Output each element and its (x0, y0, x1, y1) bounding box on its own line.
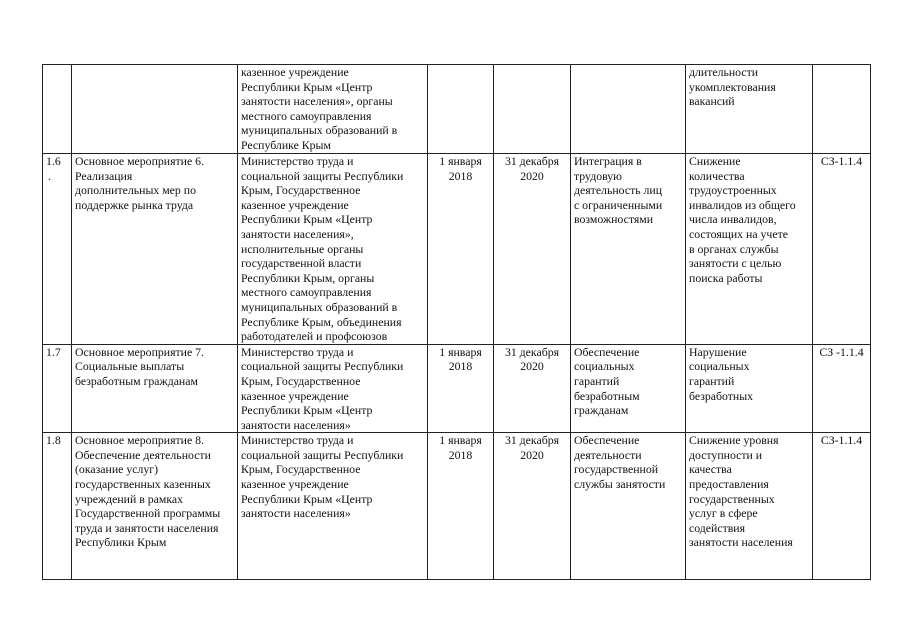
table-row (43, 65, 871, 154)
expected-result-line: деятельности (574, 447, 642, 462)
expected-result-line: гражданам (574, 403, 629, 418)
indicator-code-cell (813, 154, 871, 345)
end-date-line: 31 декабря (504, 344, 560, 359)
program-activities-table (42, 64, 871, 580)
non-implementation-consequence-line: социальных (689, 359, 750, 374)
non-implementation-consequence-line: гарантий (689, 373, 735, 388)
activity-name-line: безработным гражданам (75, 373, 198, 388)
indicator-code: СЗ-1.1.4 (820, 154, 863, 168)
expected-result-cell (571, 154, 686, 345)
non-implementation-consequence-line: числа инвалидов, (689, 212, 777, 227)
responsible-executor-cell (238, 65, 428, 154)
responsible-executor-line: занятости населения» (241, 506, 351, 521)
responsible-executor-line: Республики Крым, органы (241, 270, 375, 285)
activity-name-line: труда и занятости населения (75, 520, 219, 535)
start-date-line: 2018 (448, 168, 473, 183)
non-implementation-consequence-line: трудоустроенных (689, 183, 777, 198)
responsible-executor-line: казенное учреждение (241, 197, 349, 212)
responsible-executor-line: социальной защиты Республики (241, 168, 404, 183)
expected-result-line: гарантий (574, 373, 620, 388)
responsible-executor-line: местного самоуправления (241, 108, 372, 123)
start-date-line: 1 января (439, 154, 482, 168)
indicator-code: СЗ-1.1.4 (820, 433, 863, 448)
non-implementation-consequence-line: инвалидов из общего (689, 197, 796, 212)
responsible-executor-line: Крым, Государственное (241, 183, 361, 198)
responsible-executor-line: Министерство труда и (241, 433, 354, 448)
responsible-executor-cell (238, 154, 428, 345)
expected-result-line: с ограниченными (574, 197, 663, 212)
responsible-executor-line: Республике Крым, объединения (241, 314, 402, 329)
activity-name-line: Основное мероприятие 8. (75, 433, 205, 448)
activity-name-line: Республики Крым (75, 535, 167, 550)
expected-result-line: Обеспечение (574, 433, 640, 448)
activity-name-line: Реализация (75, 168, 133, 183)
end-date-line: 31 декабря (504, 433, 560, 448)
non-implementation-consequence-line: длительности (689, 65, 759, 79)
responsible-executor-line: Министерство труда и (241, 154, 354, 168)
responsible-executor-line: Министерство труда и (241, 344, 354, 359)
expected-result-line: трудовую (574, 168, 622, 183)
responsible-executor-line: социальной защиты Республики (241, 447, 404, 462)
responsible-executor-line: Республике Крым (241, 137, 331, 152)
non-implementation-consequence-line: Снижение (689, 154, 741, 168)
table-row (43, 154, 871, 345)
non-implementation-consequence-line: вакансий (689, 94, 735, 109)
row-number-cell (43, 433, 72, 580)
responsible-executor-line: Крым, Государственное (241, 462, 361, 477)
non-implementation-consequence-line: Снижение уровня (689, 433, 779, 448)
non-implementation-consequence-line: содействия (689, 520, 746, 535)
non-implementation-consequence-cell (686, 433, 813, 580)
responsible-executor-line: Республики Крым «Центр (241, 212, 373, 227)
responsible-executor-cell (238, 433, 428, 580)
non-implementation-consequence-cell (686, 65, 813, 154)
non-implementation-consequence-line: занятости с целью (689, 256, 782, 271)
non-implementation-consequence-line: состоящих на учете (689, 226, 788, 241)
non-implementation-consequence-line: количества (689, 168, 745, 183)
end-date-line: 2020 (520, 168, 544, 183)
end-date-line: 31 декабря (504, 154, 560, 168)
row-number-cell (43, 154, 72, 345)
non-implementation-consequence-line: укомплектования (689, 79, 776, 94)
responsible-executor-line: Республики Крым «Центр (241, 403, 373, 418)
activity-name-line: дополнительных мер по (75, 183, 196, 198)
end-date-line: 2020 (520, 359, 544, 374)
indicator-code: СЗ -1.1.4 (819, 344, 864, 359)
responsible-executor-line: казенное учреждение (241, 65, 349, 79)
end-date-cell (494, 65, 571, 154)
activity-name-line: учреждений в рамках (75, 491, 184, 506)
expected-result-line: безработным (574, 388, 640, 403)
responsible-executor-line: социальной защиты Республики (241, 359, 404, 374)
responsible-executor-line: муниципальных образований в (241, 123, 398, 138)
activity-name-line: государственных казенных (75, 477, 211, 492)
responsible-executor-line: Республики Крым «Центр (241, 491, 373, 506)
start-date-line: 1 января (439, 433, 482, 448)
responsible-executor-line: работодателей и профсоюзов (241, 329, 388, 344)
end-date-cell (494, 344, 571, 433)
end-date-cell (494, 154, 571, 345)
expected-result-line: Обеспечение (574, 344, 640, 359)
end-date-cell (494, 433, 571, 580)
responsible-executor-line: занятости населения», (241, 226, 354, 241)
row-number-cell (43, 65, 72, 154)
activity-name-line: Основное мероприятие 6. (75, 154, 205, 168)
activity-name-line: Обеспечение деятельности (75, 447, 211, 462)
non-implementation-consequence-line: качества (689, 462, 732, 477)
responsible-executor-line: муниципальных образований в (241, 299, 398, 314)
non-implementation-consequence-cell (686, 154, 813, 345)
expected-result-line: службы занятости (574, 477, 666, 492)
row-number-cell (43, 344, 72, 433)
responsible-executor-line: Республики Крым «Центр (241, 79, 373, 94)
activity-name-cell (72, 154, 238, 345)
activity-name-line: Основное мероприятие 7. (75, 344, 205, 359)
responsible-executor-line: казенное учреждение (241, 388, 349, 403)
responsible-executor-line: Крым, Государственное (241, 373, 361, 388)
expected-result-line: деятельность лиц (574, 183, 663, 198)
non-implementation-consequence-line: доступности и (689, 447, 763, 462)
expected-result-cell (571, 65, 686, 154)
start-date-cell (428, 433, 494, 580)
row-number-mark: . (48, 168, 51, 183)
start-date-cell (428, 65, 494, 154)
row-number: 1.6 (46, 154, 61, 168)
non-implementation-consequence-line: в органах службы (689, 241, 779, 256)
responsible-executor-line: занятости населения» (241, 417, 351, 432)
expected-result-line: социальных (574, 359, 635, 374)
non-implementation-consequence-line: предоставления (689, 477, 769, 492)
expected-result-cell (571, 433, 686, 580)
expected-result-line: государственной (574, 462, 659, 477)
activity-name-cell (72, 344, 238, 433)
indicator-code-cell (813, 344, 871, 433)
row-number: 1.8 (46, 433, 61, 448)
non-implementation-consequence-cell (686, 344, 813, 433)
row-number: 1.7 (46, 344, 61, 359)
responsible-executor-line: исполнительные органы (241, 241, 364, 256)
indicator-code-cell (813, 65, 871, 154)
expected-result-line: Интеграция в (574, 154, 642, 168)
indicator-code-cell (813, 433, 871, 580)
activity-name-line: Государственной программы (75, 506, 221, 521)
start-date-line: 2018 (448, 359, 473, 374)
start-date-cell (428, 344, 494, 433)
non-implementation-consequence-line: занятости населения (689, 535, 793, 550)
responsible-executor-line: местного самоуправления (241, 285, 372, 300)
start-date-line: 1 января (439, 344, 482, 359)
activity-name-line: (оказание услуг) (75, 462, 159, 477)
end-date-line: 2020 (520, 447, 544, 462)
expected-result-cell (571, 344, 686, 433)
non-implementation-consequence-line: услуг в сфере (689, 506, 758, 521)
start-date-cell (428, 154, 494, 345)
non-implementation-consequence-line: Нарушение (689, 344, 747, 359)
start-date-line: 2018 (448, 447, 473, 462)
table-row (43, 344, 871, 433)
activity-name-line: поддержке рынка труда (75, 197, 194, 212)
non-implementation-consequence-line: поиска работы (689, 270, 763, 285)
table-row (43, 433, 871, 580)
activity-name-line: Социальные выплаты (75, 359, 185, 374)
non-implementation-consequence-line: государственных (689, 491, 775, 506)
activity-name-cell (72, 65, 238, 154)
responsible-executor-line: занятости населения», органы (241, 94, 393, 109)
responsible-executor-line: государственной власти (241, 256, 362, 271)
responsible-executor-line: казенное учреждение (241, 477, 349, 492)
expected-result-line: возможностями (574, 212, 654, 227)
activity-name-cell (72, 433, 238, 580)
responsible-executor-cell (238, 344, 428, 433)
non-implementation-consequence-line: безработных (689, 388, 754, 403)
